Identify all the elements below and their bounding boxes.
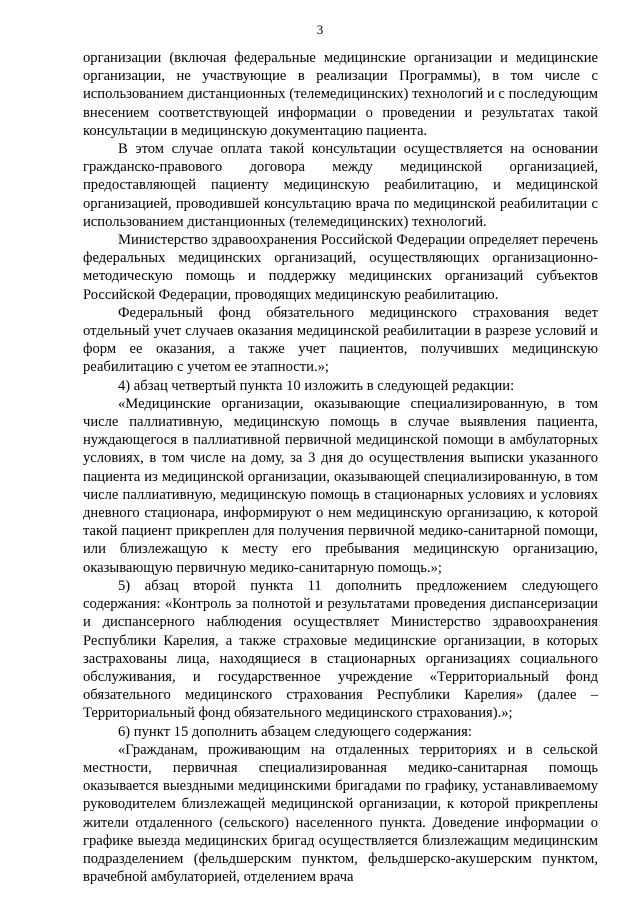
paragraph: В этом случае оплата такой консультации осуществляется на основании гражданско-правового договора между медицинской организацией, предоставляющей пациенту медицинскую реабилитацию, и медицинской организацией, проводившей консультацию врача по медицинской реабилитации с использованием дистанционных (телемедицинских) технологий. — [83, 141, 598, 230]
paragraph: организации (включая федеральные медицинские организации и медицинские организации, не участвующие в реализации Программы), в том числе с использованием дистанционных (телемедицинских) технологий и с последующим внесением соответствующей информации о проведении и результатах такой консультации в медицинскую документацию пациента. — [83, 50, 598, 139]
paragraph: Федеральный фонд обязательного медицинского страхования ведет отдельный учет случаев оказания медицинской реабилитации в разрезе условий и форм ее оказания, а также учет пациентов, получивших медицинскую реабилитацию с учетом ее этапности.»; — [83, 304, 598, 376]
body-text — [83, 49, 598, 886]
paragraph: Министерство здравоохранения Российской Федерации определяет перечень федеральных медицинских организаций, осуществляющих организационно-методическую помощь и поддержку медицинских организаций субъектов Российской Федерации, проводящих медицинскую реабилитацию. — [83, 232, 598, 303]
paragraph: «Гражданам, проживающим на отдаленных территориях и в сельской местности, первичная специализированная медико-санитарная помощь оказывается выездными медицинскими бригадами по графику, устанавливаемому руководителем близлежащей медицинской организации, к которой прикреплены жители отдаленного (сельского) населенного пункта. Доведение информации о графике выезда медицинских бригад осуществляется близлежащим медицинским подразделением (фельдшерским пунктом, фельдшерско-акушерским пунктом, врачебной амбулаторией, отделением врача — [83, 741, 598, 886]
paragraph: 5) абзац второй пункта 11 дополнить предложением следующего содержания: «Контроль за полнотой и результатами проведения диспансеризации и диспансерного наблюдения осуществляет Министерство здравоохранения Республики Карелия, а также страховые медицинские организации, в которых застрахованы лица, находящиеся в стационарных организациях социального обслуживания, и государственное учреждение «Территориальный фонд обязательного медицинского страхования Республики Карелия» (далее – Территориальный фонд обязательного медицинского страхования).»; — [83, 577, 598, 722]
paragraph: 4) абзац четвертый пункта 10 изложить в следующей редакции: — [118, 377, 515, 394]
paragraph: «Медицинские организации, оказывающие специализированную, в том числе паллиативную, медицинскую помощь в случае выявления пациента, нуждающегося в паллиативной первичной медицинской помощи в амбулаторных условиях, в том числе на дому, за 3 дня до осуществления выписки указанного пациента из медицинской организации, оказывающей специализированную, в том числе паллиативную, медицинскую помощь в стационарных условиях и условиях дневного стационара, информируют о нем медицинскую организацию, к которой такой пациент прикреплен для получения первичной медико-санитарной помощи, или близлежащую к месту его пребывания медицинскую организацию, оказывающую первичную медико-санитарную помощь.»; — [83, 395, 598, 576]
paragraph: 6) пункт 15 дополнить абзацем следующего содержания: — [118, 723, 472, 740]
page-number: 3 — [316, 22, 324, 37]
